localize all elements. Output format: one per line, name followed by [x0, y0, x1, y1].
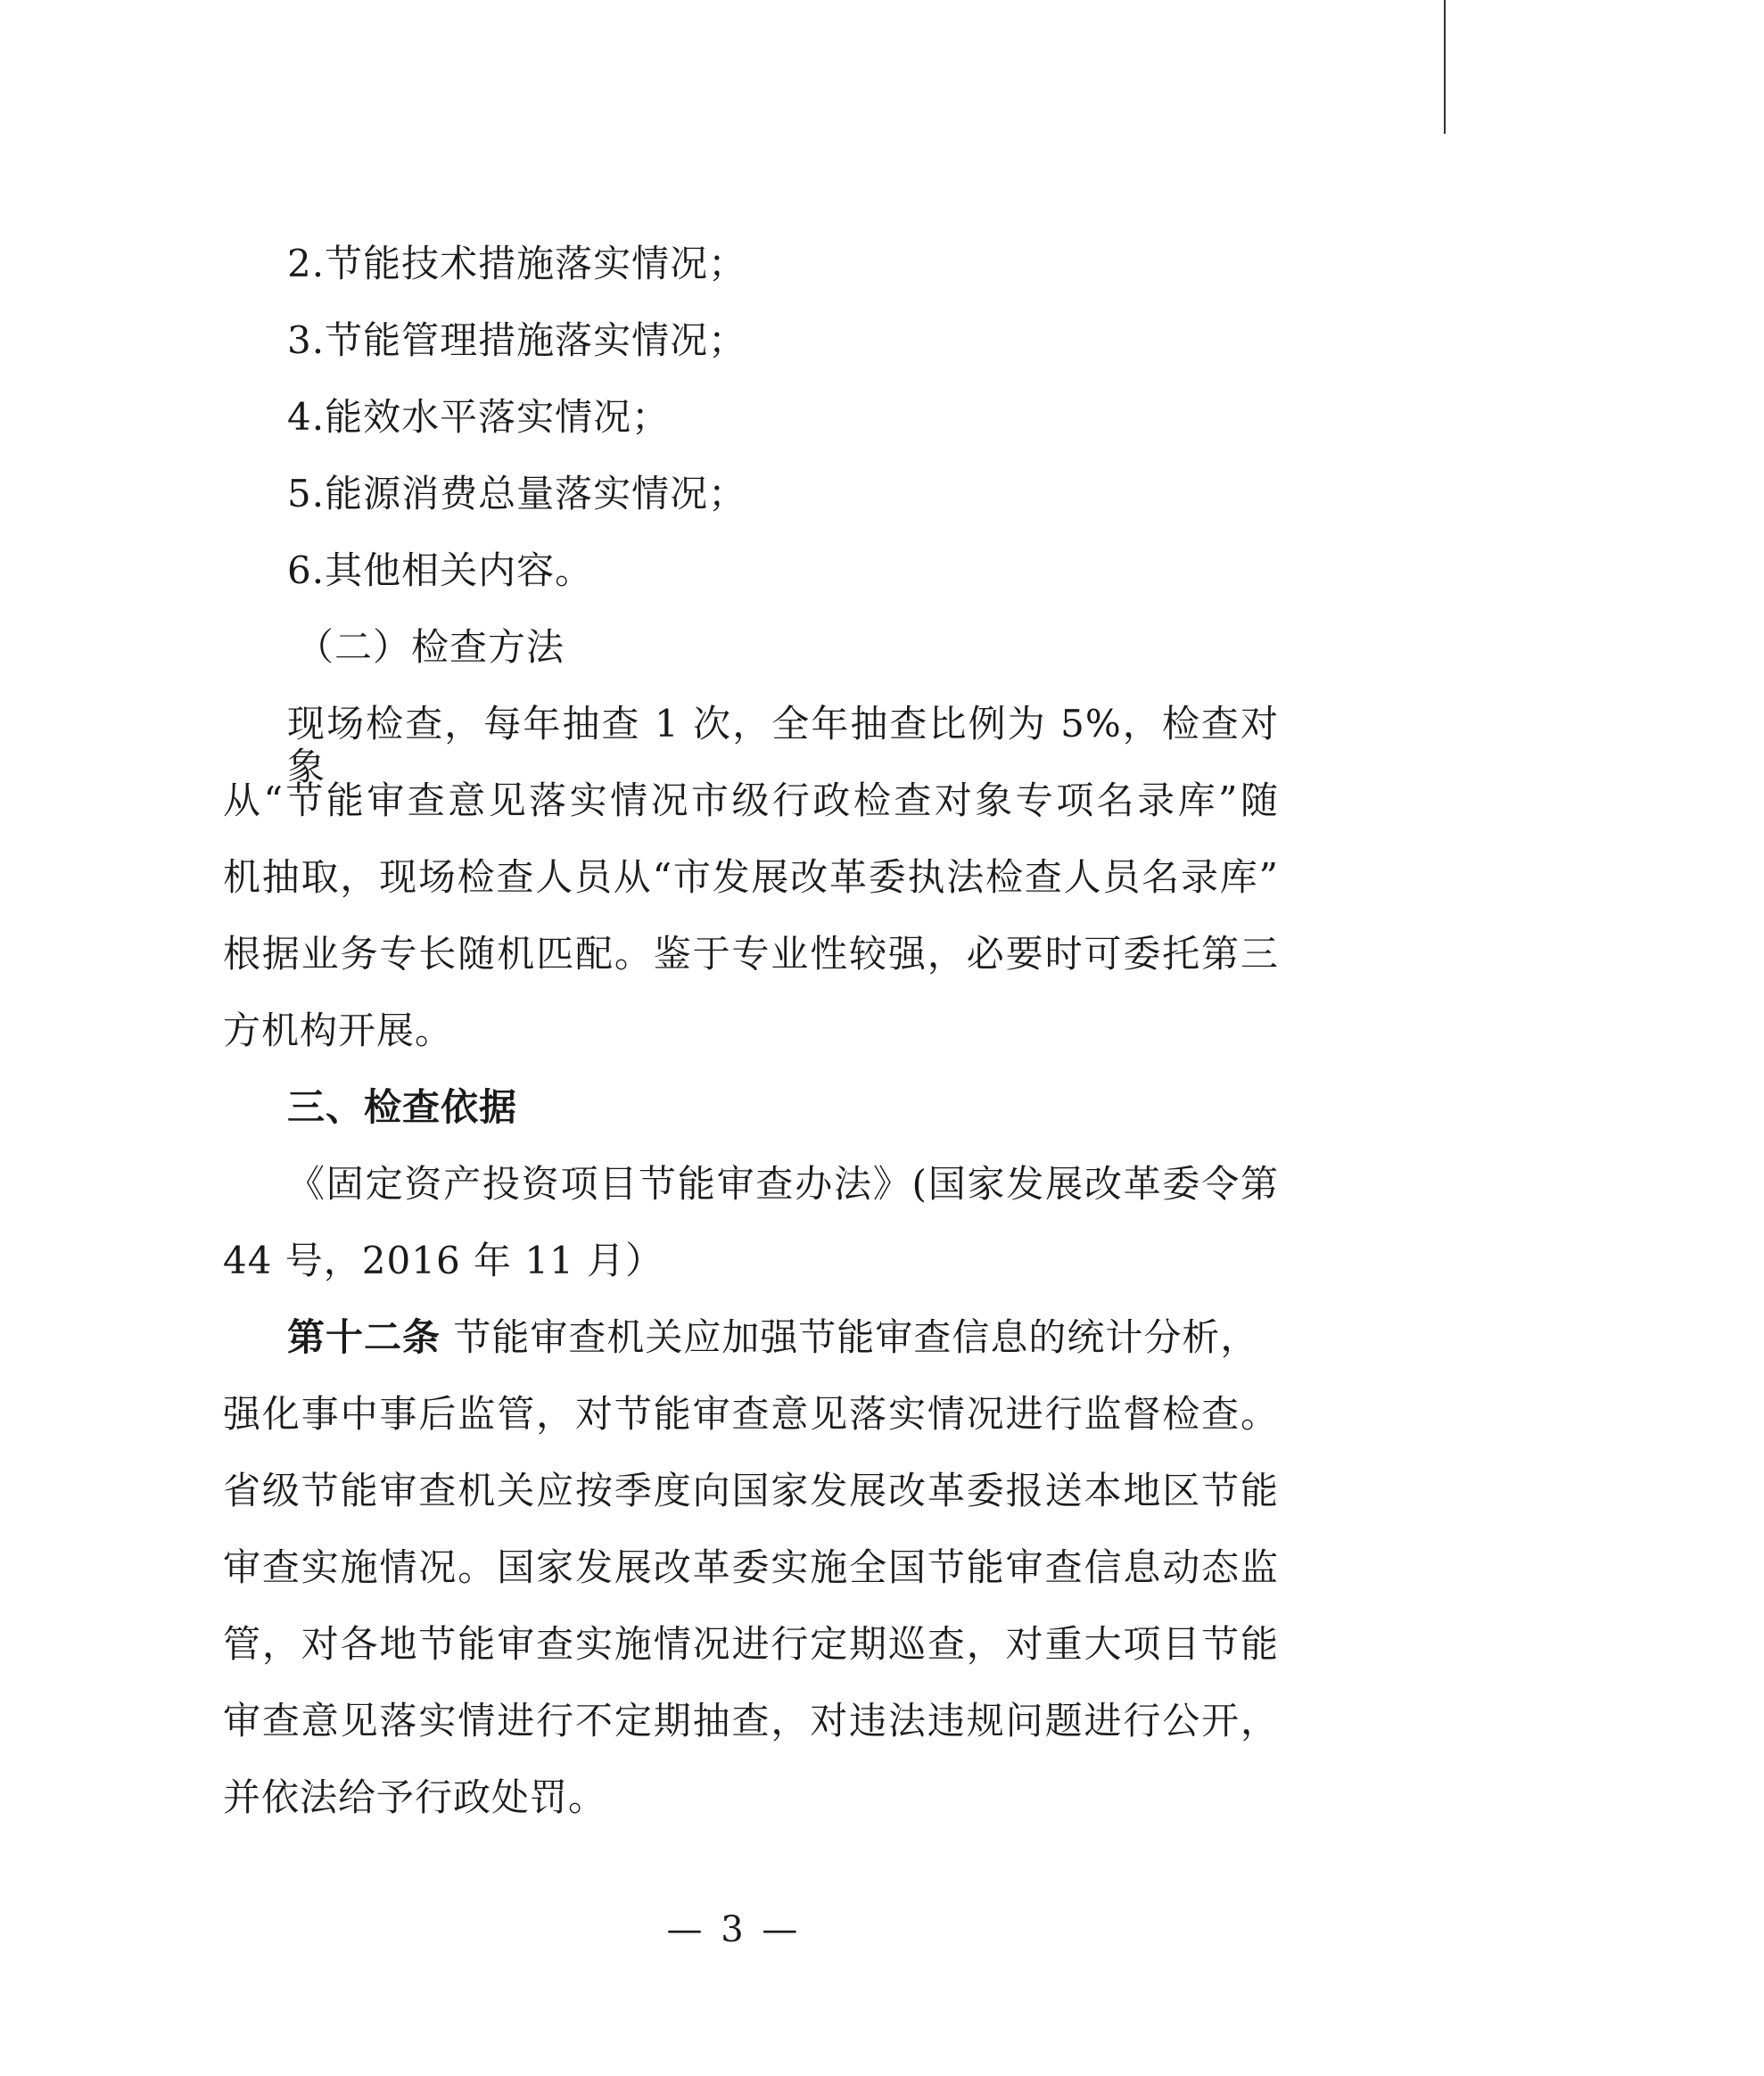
paragraph-line: 从“节能审查意见落实情况市级行政检查对象专项名录库”随: [223, 778, 1279, 822]
paragraph-line: 省级节能审查机关应按季度向国家发展改革委报送本地区节能: [223, 1469, 1279, 1512]
page-number: — 3 —: [666, 1909, 802, 1950]
article-text: 节能审查机关应加强节能审查信息的统计分析，: [441, 1315, 1259, 1359]
paragraph-line: 机抽取，现场检查人员从“市发展改革委执法检查人员名录库”: [223, 855, 1279, 899]
list-item: 6.其他相关内容。: [287, 548, 594, 592]
paragraph-line: 管，对各地节能审查实施情况进行定期巡查，对重大项目节能: [223, 1622, 1279, 1666]
paragraph-line: 强化事中事后监管，对节能审查意见落实情况进行监督检查。: [223, 1392, 1279, 1436]
article-label: 第十二条: [287, 1315, 441, 1359]
article-first-line: [287, 1316, 1755, 1359]
reference-line: 《固定资产投资项目节能审查办法》(国家发展改革委令第: [287, 1162, 1279, 1206]
paragraph-line: 并依法给予行政处罚。: [223, 1775, 607, 1819]
reference-line: 44 号，2016 年 11 月）: [223, 1239, 664, 1282]
section-heading-basis: 三、检查依据: [287, 1085, 518, 1129]
list-item: 5.能源消费总量落实情况；: [287, 472, 747, 515]
paragraph-line: 方机构开展。: [223, 1009, 454, 1052]
list-item: 4.能效水平落实情况；: [287, 395, 671, 439]
list-item: 3.节能管理措施落实情况；: [287, 318, 747, 362]
paragraph-line: 审查意见落实情进行不定期抽查，对违法违规问题进行公开，: [223, 1699, 1279, 1742]
paragraph-line: 现场检查，每年抽查 1 次，全年抽查比例为 5%，检查对象: [287, 702, 1279, 788]
paragraph-line: 根据业务专长随机匹配。鉴于专业性较强，必要时可委托第三: [223, 932, 1279, 976]
scan-edge-line: [1444, 0, 1446, 134]
list-item: 2.节能技术措施落实情况；: [287, 242, 747, 285]
paragraph-line: 审查实施情况。国家发展改革委实施全国节能审查信息动态监: [223, 1545, 1279, 1589]
section-heading-method: （二）检查方法: [296, 625, 565, 669]
